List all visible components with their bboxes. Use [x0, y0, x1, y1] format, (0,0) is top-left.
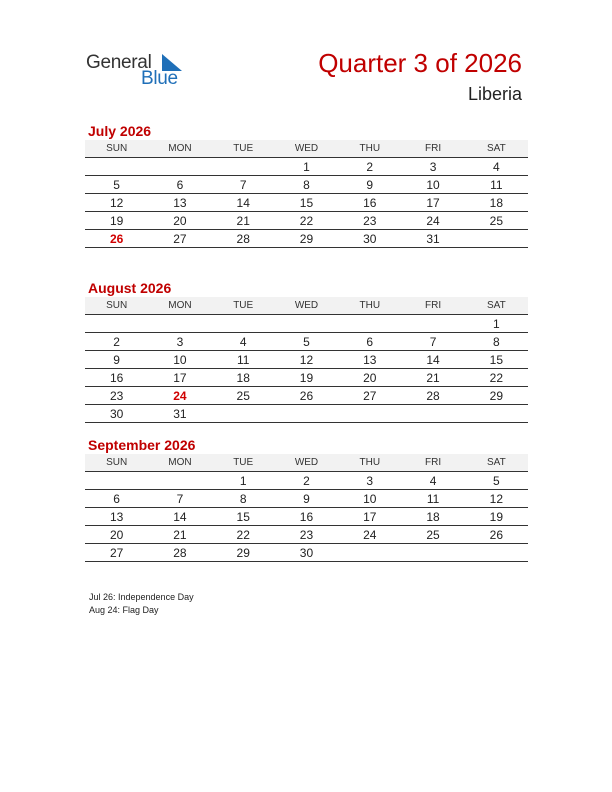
day-cell: 11 [465, 176, 528, 194]
day-cell: 19 [465, 508, 528, 526]
day-cell: 13 [338, 351, 401, 369]
weekday-header: THU [338, 454, 401, 472]
day-cell: 21 [401, 369, 464, 387]
day-cell: 7 [148, 490, 211, 508]
day-cell: 1 [212, 472, 275, 490]
day-cell: 25 [212, 387, 275, 405]
day-cell: 11 [212, 351, 275, 369]
day-cell: 26 [465, 526, 528, 544]
weekday-header: WED [275, 454, 338, 472]
logo-text-general: General [86, 52, 152, 73]
day-cell [212, 405, 275, 423]
day-cell: 14 [401, 351, 464, 369]
day-cell: 10 [401, 176, 464, 194]
day-cell [148, 472, 211, 490]
day-cell: 12 [465, 490, 528, 508]
day-cell: 4 [465, 158, 528, 176]
weekday-header-row [85, 454, 528, 472]
week-row [85, 526, 528, 544]
day-cell [85, 472, 148, 490]
day-cell [401, 315, 464, 333]
week-row [85, 508, 528, 526]
month-title: July 2026 [88, 123, 152, 139]
month-block-september [85, 436, 528, 562]
holiday-note: Aug 24: Flag Day [89, 605, 159, 615]
holiday-note: Jul 26: Independence Day [89, 592, 194, 602]
day-cell [465, 544, 528, 562]
logo-text-blue: Blue [141, 68, 178, 89]
calendar-table [85, 297, 528, 423]
week-row [85, 176, 528, 194]
week-row [85, 315, 528, 333]
day-cell: 9 [275, 490, 338, 508]
day-cell: 24 [401, 212, 464, 230]
brand-logo [86, 50, 196, 90]
day-cell [275, 405, 338, 423]
weekday-header: THU [338, 140, 401, 158]
month-title: August 2026 [88, 280, 172, 296]
week-row [85, 351, 528, 369]
day-cell: 10 [148, 351, 211, 369]
day-cell: 6 [85, 490, 148, 508]
day-cell: 22 [212, 526, 275, 544]
day-cell: 2 [85, 333, 148, 351]
weekday-header: FRI [401, 140, 464, 158]
day-cell: 21 [212, 212, 275, 230]
day-cell: 5 [85, 176, 148, 194]
day-cell: 22 [465, 369, 528, 387]
week-row [85, 369, 528, 387]
weekday-header: TUE [212, 297, 275, 315]
day-cell: 6 [338, 333, 401, 351]
day-cell: 22 [275, 212, 338, 230]
day-cell: 3 [401, 158, 464, 176]
day-cell: 16 [85, 369, 148, 387]
weekday-header: WED [275, 297, 338, 315]
day-cell: 18 [212, 369, 275, 387]
day-cell [465, 230, 528, 248]
day-cell: 31 [148, 405, 211, 423]
weekday-header: SAT [465, 140, 528, 158]
day-cell: 16 [338, 194, 401, 212]
day-cell: 27 [148, 230, 211, 248]
day-cell: 31 [401, 230, 464, 248]
day-cell: 15 [275, 194, 338, 212]
holiday-day-cell: 26 [85, 230, 148, 248]
weekday-header: TUE [212, 454, 275, 472]
day-cell: 12 [85, 194, 148, 212]
day-cell: 30 [338, 230, 401, 248]
week-row [85, 405, 528, 423]
day-cell: 5 [275, 333, 338, 351]
day-cell: 20 [148, 212, 211, 230]
day-cell: 30 [275, 544, 338, 562]
day-cell: 11 [401, 490, 464, 508]
day-cell: 19 [85, 212, 148, 230]
day-cell: 7 [212, 176, 275, 194]
day-cell: 24 [338, 526, 401, 544]
day-cell: 8 [465, 333, 528, 351]
weekday-header: SUN [85, 454, 148, 472]
day-cell [212, 315, 275, 333]
day-cell: 28 [212, 230, 275, 248]
calendar-table [85, 454, 528, 562]
weekday-header-row [85, 297, 528, 315]
page-title: Quarter 3 of 2026 [318, 48, 522, 78]
day-cell: 10 [338, 490, 401, 508]
day-cell: 17 [338, 508, 401, 526]
week-row [85, 212, 528, 230]
day-cell: 26 [275, 387, 338, 405]
day-cell: 21 [148, 526, 211, 544]
day-cell: 4 [212, 333, 275, 351]
week-row [85, 333, 528, 351]
day-cell: 6 [148, 176, 211, 194]
weekday-header: MON [148, 454, 211, 472]
calendar-table [85, 140, 528, 248]
day-cell: 25 [465, 212, 528, 230]
day-cell: 27 [338, 387, 401, 405]
day-cell: 12 [275, 351, 338, 369]
day-cell: 23 [338, 212, 401, 230]
day-cell: 29 [465, 387, 528, 405]
day-cell: 20 [338, 369, 401, 387]
day-cell: 3 [148, 333, 211, 351]
weekday-header: THU [338, 297, 401, 315]
day-cell: 27 [85, 544, 148, 562]
week-row [85, 194, 528, 212]
day-cell: 8 [275, 176, 338, 194]
weekday-header: SAT [465, 297, 528, 315]
day-cell [338, 544, 401, 562]
day-cell: 29 [275, 230, 338, 248]
day-cell [401, 405, 464, 423]
day-cell: 15 [212, 508, 275, 526]
holiday-day-cell: 24 [148, 387, 211, 405]
day-cell: 29 [212, 544, 275, 562]
day-cell [465, 405, 528, 423]
weekday-header: SAT [465, 454, 528, 472]
day-cell [85, 315, 148, 333]
day-cell: 5 [465, 472, 528, 490]
day-cell [338, 405, 401, 423]
day-cell: 1 [465, 315, 528, 333]
day-cell [275, 315, 338, 333]
day-cell: 25 [401, 526, 464, 544]
day-cell [148, 315, 211, 333]
day-cell: 13 [148, 194, 211, 212]
day-cell: 1 [275, 158, 338, 176]
day-cell: 14 [212, 194, 275, 212]
day-cell: 15 [465, 351, 528, 369]
country-name: Liberia [467, 84, 522, 104]
week-row [85, 544, 528, 562]
day-cell: 8 [212, 490, 275, 508]
day-cell: 17 [148, 369, 211, 387]
week-row [85, 472, 528, 490]
month-title: September 2026 [88, 437, 196, 453]
week-row [85, 230, 528, 248]
day-cell: 9 [338, 176, 401, 194]
weekday-header: FRI [401, 454, 464, 472]
day-cell: 9 [85, 351, 148, 369]
day-cell: 19 [275, 369, 338, 387]
day-cell: 3 [338, 472, 401, 490]
holiday-notes [89, 591, 194, 617]
day-cell: 14 [148, 508, 211, 526]
day-cell: 23 [85, 387, 148, 405]
day-cell: 28 [148, 544, 211, 562]
weekday-header: SUN [85, 297, 148, 315]
day-cell: 4 [401, 472, 464, 490]
day-cell [401, 544, 464, 562]
weekday-header: SUN [85, 140, 148, 158]
day-cell [338, 315, 401, 333]
weekday-header: WED [275, 140, 338, 158]
day-cell: 20 [85, 526, 148, 544]
day-cell [85, 158, 148, 176]
day-cell [212, 158, 275, 176]
day-cell: 17 [401, 194, 464, 212]
weekday-header: MON [148, 140, 211, 158]
month-block-august [85, 279, 528, 423]
day-cell: 28 [401, 387, 464, 405]
week-row [85, 158, 528, 176]
week-row [85, 490, 528, 508]
day-cell: 30 [85, 405, 148, 423]
weekday-header-row [85, 140, 528, 158]
day-cell: 16 [275, 508, 338, 526]
day-cell: 2 [275, 472, 338, 490]
day-cell: 18 [401, 508, 464, 526]
weekday-header: TUE [212, 140, 275, 158]
weekday-header: MON [148, 297, 211, 315]
day-cell: 7 [401, 333, 464, 351]
weekday-header: FRI [401, 297, 464, 315]
day-cell: 2 [338, 158, 401, 176]
week-row [85, 387, 528, 405]
day-cell: 13 [85, 508, 148, 526]
day-cell: 18 [465, 194, 528, 212]
day-cell [148, 158, 211, 176]
day-cell: 23 [275, 526, 338, 544]
month-block-july [85, 122, 528, 248]
